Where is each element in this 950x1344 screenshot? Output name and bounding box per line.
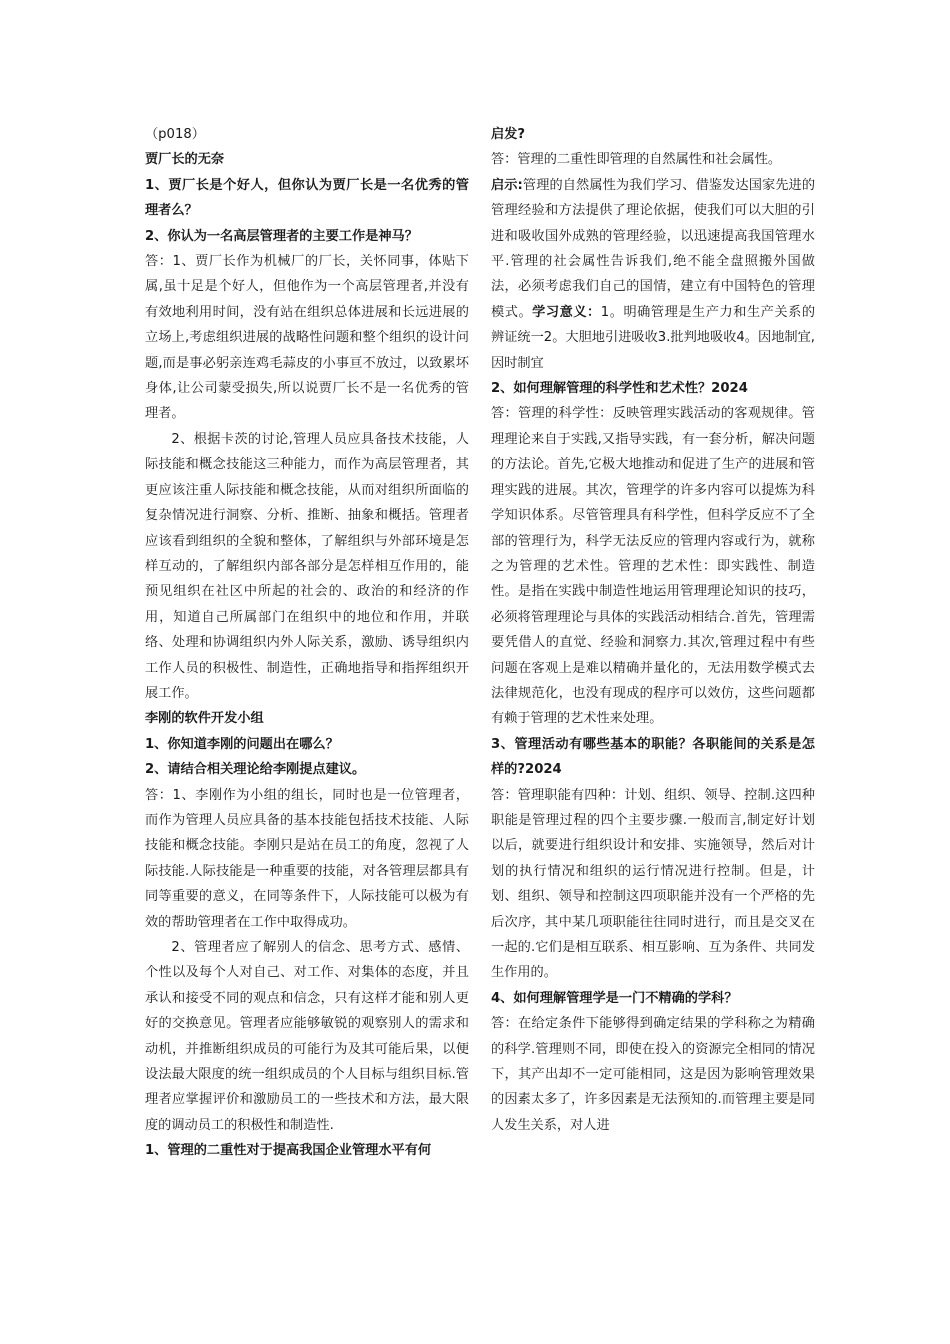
question-4: 4、如何理解管理学是一门不精确的学科？	[491, 990, 738, 1006]
insight-label: 启示:	[491, 177, 523, 193]
question-dual-nature: 1、管理的二重性对于提高我国企业管理水平有何	[145, 1143, 432, 1159]
answer-2: 答：管理的科学性：反映管理实践活动的客观规律。管理理论来自于实践,又指导实践，有一套分析，解决问题的方法论。首先,它极大地推动和促进了生产的进展和管理实践的进展。其次，管理学的许多内容可以提炼为科学知识体系。尽管管理具有科学性，但科学反应不了全部的管理行为，科学无法反应的管理内容或行为，就称之为管理的艺术性。管理的艺术性：即实践性、制造性。是指在实践中制造性地运用管理理论知识的技巧，必须将管理理论与具体的实践活动相结合.首先，管理需要凭借人的直觉、经验和洞察力.其次,管理过程中有些问题在客观上是难以精确并量化的，无法用数学模式去法律规范化，也没有现成的程序可以效仿，这些问题都有赖于管理的艺术性来处理。	[491, 406, 815, 727]
page-reference: （p018）	[145, 127, 205, 142]
case1-answer-1: 答：1、贾厂长作为机械厂的厂长，关怀同事，体贴下属,虽十足是个好人，但他作为一个高层管理者,并没有有效地利用时间，没有站在组织总体进展和长远进展的立场上,考虑组织进展的战略性问题和整个组织的设计问题,而是事必躬亲连鸡毛蒜皮的小事亘不放过，以致累坏身体,让公司蒙受损失,所以说贾厂长不是一名优秀的管理者。	[145, 254, 469, 422]
left-column	[145, 122, 469, 1164]
case2-title: 李刚的软件开发小组	[145, 711, 264, 727]
question-3: 3、管理活动有哪些基本的职能？各职能间的关系是怎样的?2024	[491, 736, 815, 778]
case1-answer-2: 2、根据卡茨的讨论,管理人员应具备技术技能，人际技能和概念技能这三种能力，而作为高层管理者，其更应该注重人际技能和概念技能，从而对组织所面临的复杂情况进行洞察、分析、推断、抽象和概括。管理者应该看到组织的全貌和整体，了解组织与外部环境是怎样互动的，了解组织内部各部分是怎样相互作用的，能预见组织在社区中所起的社会的、政治的和经济的作用，知道自己所属部门在组织中的地位和作用，并联络、处理和协调组织内外人际关系，激励、诱导组织内工作人员的积极性、制造性，正确地指导和指挥组织开展工作。	[145, 431, 469, 701]
case1-question-2: 2、你认为一名高层管理者的主要工作是神马？	[145, 228, 418, 244]
answer-4: 答：在给定条件下能够得到确定结果的学科称之为精确的科学.管理则不同，即使在投入的资源完全相同的情况下，其产出却不一定可能相同，这是因为影响管理效果的因素太多了，许多因素是无法预知的.而管理主要是同人发生关系，对人进	[491, 1016, 815, 1133]
case1-question-1: 1、贾厂长是个好人，但你认为贾厂长是一名优秀的管理者么？	[145, 177, 469, 219]
answer-dual-nature: 答：管理的二重性即管理的自然属性和社会属性。	[491, 152, 782, 168]
case2-question-2: 2、请结合相关理论给李刚提点建议。	[145, 762, 366, 778]
case2-answer-2: 2、管理者应了解别人的信念、思考方式、感情、个性以及每个人对自己、对工作、对集体的态度，并且承认和接受不同的观点和信念，只有这样才能和别人更好的交换意见。管理者应能够敏锐的观察别人的需求和动机，并推断组织成员的可能行为及其可能后果，以便设法最大限度的统一组织成员的个人目标与组织目标.管理者应掌握评价和激励员工的一些技术和方法，最大限度的调动员工的积极性和制造性.	[145, 940, 469, 1133]
insight-text: 管理的自然属性为我们学习、借鉴发达国家先进的管理经验和方法提供了理论依据，使我们可以大胆的引进和吸收国外成熟的管理经验，以迅速提高我国管理水平.管理的社会属性告诉我们,绝不能全盘照搬外国做法，必须考虑我们自己的国情，建立有中国特色的管理模式。	[491, 177, 816, 320]
case1-title: 贾厂长的无奈	[145, 152, 225, 168]
learning-meaning-label: 学习意义：	[532, 304, 601, 320]
answer-3: 答：管理职能有四种：计划、组织、领导、控制.这四种职能是管理过程的四个主要步骤.一般而言,制定好计划以后，就要进行组织设计和安排、实施领导，然后对计划的执行情况和组织的运行情况进行控制。但是，计划、组织、领导和控制这四项职能并没有一个严格的先后次序，其中某几项职能往往同时进行，而且是交叉在一起的.它们是相互联系、相互影响、互为条件、共同发生作用的。	[491, 787, 815, 981]
question-2: 2、如何理解管理的科学性和艺术性？2024	[491, 381, 748, 397]
learning-meaning-text: 1。明确管理是生产力和生产关系的辨证统一2。大胆地引进吸收3.批判地吸收4。因地制宜,因时制宜	[491, 304, 816, 371]
case2-answer-1: 答：1、李刚作为小组的组长，同时也是一位管理者，而作为管理人员应具备的基本技能包括技术技能、人际技能和概念技能。李刚只是站在员工的角度，忽视了人际技能.人际技能是一种重要的技能，对各管理层都具有同等重要的意义，在同等条件下，人际技能可以极为有效的帮助管理者在工作中取得成功。	[145, 787, 469, 930]
insight-paragraph	[491, 173, 815, 376]
question-dual-nature-continued: 启发?	[491, 127, 526, 142]
right-column	[491, 122, 815, 1138]
case2-question-1: 1、你知道李刚的问题出在哪么？	[145, 736, 339, 752]
